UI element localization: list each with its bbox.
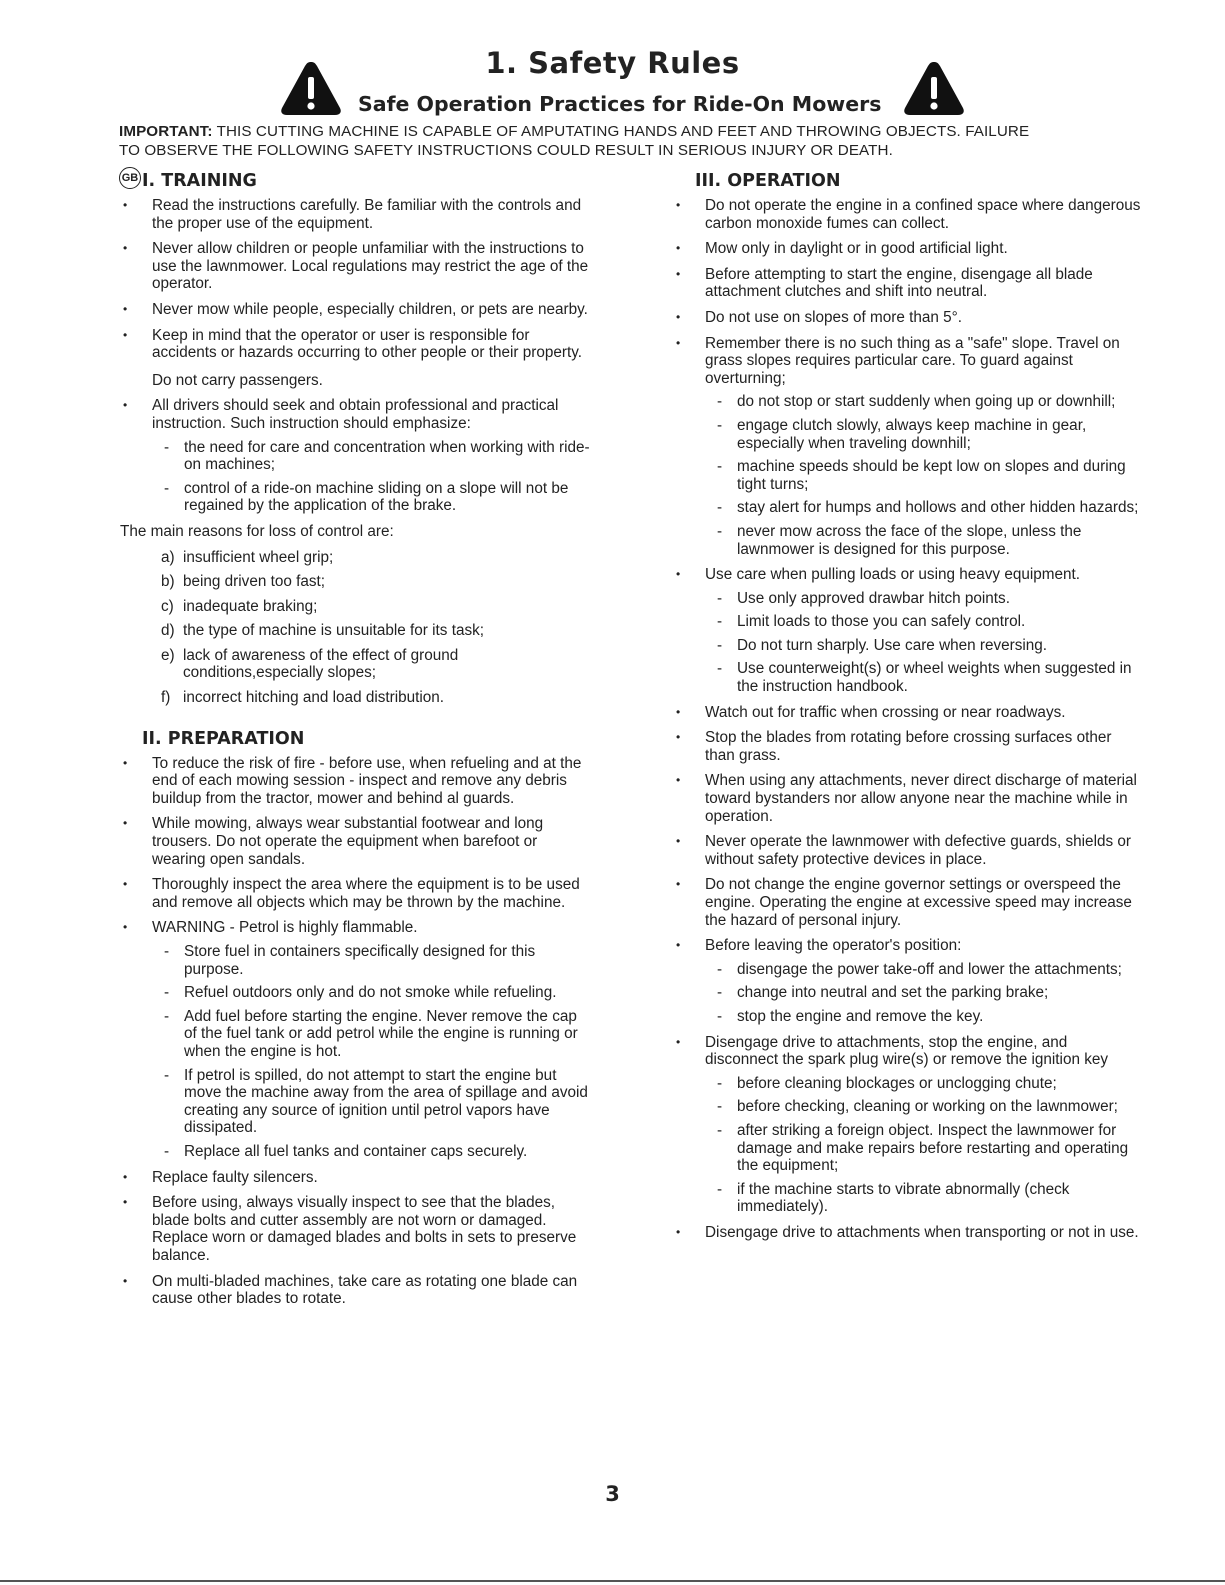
sub-list-item: - Replace all fuel tanks and container caps securely. bbox=[152, 1143, 590, 1161]
list-item-text: the type of machine is unsuitable for its task; bbox=[183, 622, 484, 640]
list-item-text: • Before leaving the operator's position: bbox=[705, 937, 962, 955]
sub-list-item: - Use only approved drawbar hitch points. bbox=[705, 590, 1143, 608]
sub-list-item: - control of a ride-on machine sliding on a slope will not be regained by the application of the brake. bbox=[152, 480, 590, 515]
sub-list-item: - disengage the power take-off and lower the attachments; bbox=[705, 961, 1143, 979]
list-item: • Thoroughly inspect the area where the equipment is to be used and remove all objects which may be thrown by the machine. bbox=[120, 876, 590, 911]
list-item: • Read the instructions carefully. Be familiar with the controls and the proper use of the equipment. bbox=[120, 197, 590, 232]
list-item: • Never operate the lawnmower with defective guards, shields or without safety protective devices in place. bbox=[673, 833, 1143, 868]
list-item: • Do not change the engine governor settings or overspeed the engine. Operating the engine at excessive speed may increase the hazard of personal injury. bbox=[673, 876, 1143, 929]
list-item bbox=[673, 937, 1143, 1025]
right-column bbox=[673, 171, 1143, 1250]
list-item bbox=[120, 622, 590, 640]
list-item-text: • Use care when pulling loads or using heavy equipment. bbox=[705, 566, 1080, 584]
list-item bbox=[120, 549, 590, 567]
sub-list-item: - never mow across the face of the slope, unless the lawnmower is designed for this purpose. bbox=[705, 523, 1143, 558]
list-letter: c) bbox=[161, 597, 174, 615]
sub-list-item: - the need for care and concentration when working with ride-on machines; bbox=[152, 439, 590, 474]
list-item: • Never allow children or people unfamiliar with the instructions to use the lawnmower. Local regulations may restrict the age of the operator. bbox=[120, 240, 590, 293]
list-item bbox=[120, 647, 590, 682]
list-item bbox=[120, 397, 590, 515]
list-item bbox=[673, 566, 1143, 696]
important-notice bbox=[119, 122, 1149, 160]
list-item: • Watch out for traffic when crossing or near roadways. bbox=[673, 704, 1143, 722]
list-item: • Before using, always visually inspect to see that the blades, blade bolts and cutter assembly are not worn or damaged. Replace worn or damaged blades and bolts in sets to preserve balance. bbox=[120, 1194, 590, 1264]
sub-list-item: - stop the engine and remove the key. bbox=[705, 1008, 1143, 1026]
list-item-text: • Keep in mind that the operator or user is responsible for accidents or hazards occurring to other people or their property. bbox=[152, 326, 582, 362]
list-item: • Do not operate the engine in a confined space where dangerous carbon monoxide fumes can collect. bbox=[673, 197, 1143, 232]
warning-triangle-icon bbox=[903, 60, 965, 116]
list-item-text: lack of awareness of the effect of ground conditions,especially slopes; bbox=[183, 646, 459, 682]
list-item-text: incorrect hitching and load distribution. bbox=[183, 689, 445, 707]
page-subtitle: Safe Operation Practices for Ride-On Mowers bbox=[358, 92, 882, 116]
list-item: • While mowing, always wear substantial footwear and long trousers. Do not operate the equipment when barefoot or wearing open sandals. bbox=[120, 815, 590, 868]
sub-list-item: - Do not turn sharply. Use care when reversing. bbox=[705, 637, 1143, 655]
section-heading-operation: III. OPERATION bbox=[695, 171, 841, 191]
section-heading-preparation: II. PREPARATION bbox=[142, 728, 305, 749]
sub-list-item: - Refuel outdoors only and do not smoke while refueling. bbox=[152, 984, 590, 1002]
list-item: • Disengage drive to attachments when transporting or not in use. bbox=[673, 1224, 1143, 1242]
left-column bbox=[120, 171, 590, 1316]
sub-list-item: - stay alert for humps and hollows and other hidden hazards; bbox=[705, 499, 1143, 517]
sub-list-item: - Limit loads to those you can safely control. bbox=[705, 613, 1143, 631]
list-item: • Do not use on slopes of more than 5°. bbox=[673, 309, 1143, 327]
preparation-list bbox=[120, 755, 590, 1308]
important-text: THIS CUTTING MACHINE IS CAPABLE OF AMPUTATING HANDS AND FEET AND THROWING OBJECTS. FAILURE TO OBSERVE THE FOLLOWING SAFETY INSTRUCTIONS COULD RESULT IN SERIOUS INJURY OR DEATH. bbox=[119, 123, 1030, 159]
sub-list-item: - If petrol is spilled, do not attempt to start the engine but move the machine away from the area of spillage and avoid creating any source of ignition until petrol vapors have dissipated. bbox=[152, 1067, 590, 1137]
sub-list-item: - do not stop or start suddenly when going up or downhill; bbox=[705, 393, 1143, 411]
sub-list bbox=[705, 590, 1143, 696]
list-item bbox=[120, 598, 590, 616]
section-heading-training: I. TRAINING bbox=[142, 171, 257, 191]
list-item: • To reduce the risk of fire - before use, when refueling and at the end of each mowing session - inspect and remove any debris buildup from the tractor, mower and behind al guards. bbox=[120, 755, 590, 808]
list-item: • Stop the blades from rotating before crossing surfaces other than grass. bbox=[673, 729, 1143, 764]
sub-list-item: - Add fuel before starting the engine. Never remove the cap of the fuel tank or add petrol while the engine is running or when the engine is hot. bbox=[152, 1008, 590, 1061]
warning-triangle-icon bbox=[280, 60, 342, 116]
sub-list bbox=[705, 1075, 1143, 1216]
sub-list-item: - before checking, cleaning or working on the lawnmower; bbox=[705, 1098, 1143, 1116]
reasons-list bbox=[120, 549, 590, 707]
sub-list-item: - change into neutral and set the parking brake; bbox=[705, 984, 1143, 1002]
list-item-text: • Remember there is no such thing as a "safe" slope. Travel on grass slopes requires particular care. To guard against overturning; bbox=[705, 334, 1120, 387]
page-title: 1. Safety Rules bbox=[485, 46, 740, 80]
list-item: • When using any attachments, never direct discharge of material toward bystanders nor allow anyone near the machine while in operation. bbox=[673, 772, 1143, 825]
sub-list bbox=[705, 961, 1143, 1026]
sub-list-item: - machine speeds should be kept low on slopes and during tight turns; bbox=[705, 458, 1143, 493]
list-item-text: being driven too fast; bbox=[183, 573, 326, 591]
training-list bbox=[120, 197, 590, 515]
sub-list bbox=[152, 439, 590, 515]
list-letter: d) bbox=[161, 622, 175, 640]
list-item bbox=[673, 1034, 1143, 1216]
list-item: • Replace faulty silencers. bbox=[120, 1169, 590, 1187]
list-item-text: insufficient wheel grip; bbox=[183, 548, 334, 566]
sub-list-item: - Store fuel in containers specifically designed for this purpose. bbox=[152, 943, 590, 978]
sub-list bbox=[152, 943, 590, 1161]
list-item bbox=[673, 335, 1143, 559]
list-item bbox=[120, 689, 590, 707]
list-item: • Mow only in daylight or in good artificial light. bbox=[673, 240, 1143, 258]
list-item-text: • WARNING - Petrol is highly flammable. bbox=[152, 919, 418, 937]
sub-list-item: - before cleaning blockages or unclogging chute; bbox=[705, 1075, 1143, 1093]
list-item: • Never mow while people, especially children, or pets are nearby. bbox=[120, 301, 590, 319]
important-label: IMPORTANT: bbox=[119, 123, 213, 140]
sub-list bbox=[705, 393, 1143, 558]
sub-list-item: - Use counterweight(s) or wheel weights when suggested in the instruction handbook. bbox=[705, 660, 1143, 695]
list-item: • Before attempting to start the engine, disengage all blade attachment clutches and shift into neutral. bbox=[673, 266, 1143, 301]
list-item-text: • All drivers should seek and obtain professional and practical instruction. Such instruction should emphasize: bbox=[152, 397, 559, 432]
list-letter: b) bbox=[161, 573, 175, 591]
list-item bbox=[120, 327, 590, 390]
list-item bbox=[120, 573, 590, 591]
bottom-divider bbox=[0, 1580, 1225, 1582]
list-item-text: • Disengage drive to attachments, stop the engine, and disconnect the spark plug wire(s) or remove the ignition key bbox=[705, 1033, 1109, 1069]
list-letter: a) bbox=[161, 548, 175, 566]
list-letter: f) bbox=[161, 689, 171, 707]
list-item bbox=[120, 919, 590, 1160]
page-number: 3 bbox=[605, 1482, 620, 1506]
list-item-text: inadequate braking; bbox=[183, 597, 318, 615]
gb-language-icon: GB bbox=[119, 167, 141, 189]
reasons-intro: The main reasons for loss of control are: bbox=[120, 522, 394, 540]
list-item: • On multi-bladed machines, take care as rotating one blade can cause other blades to rotate. bbox=[120, 1273, 590, 1308]
sub-list-item: - engage clutch slowly, always keep machine in gear, especially when traveling downhill; bbox=[705, 417, 1143, 452]
sub-list-item: - after striking a foreign object. Inspect the lawnmower for damage and make repairs before restarting and operating the equipment; bbox=[705, 1122, 1143, 1175]
list-letter: e) bbox=[161, 646, 175, 664]
operation-list bbox=[673, 197, 1143, 1242]
passengers-note: Do not carry passengers. bbox=[152, 371, 323, 389]
sub-list-item: - if the machine starts to vibrate abnormally (check immediately). bbox=[705, 1181, 1143, 1216]
